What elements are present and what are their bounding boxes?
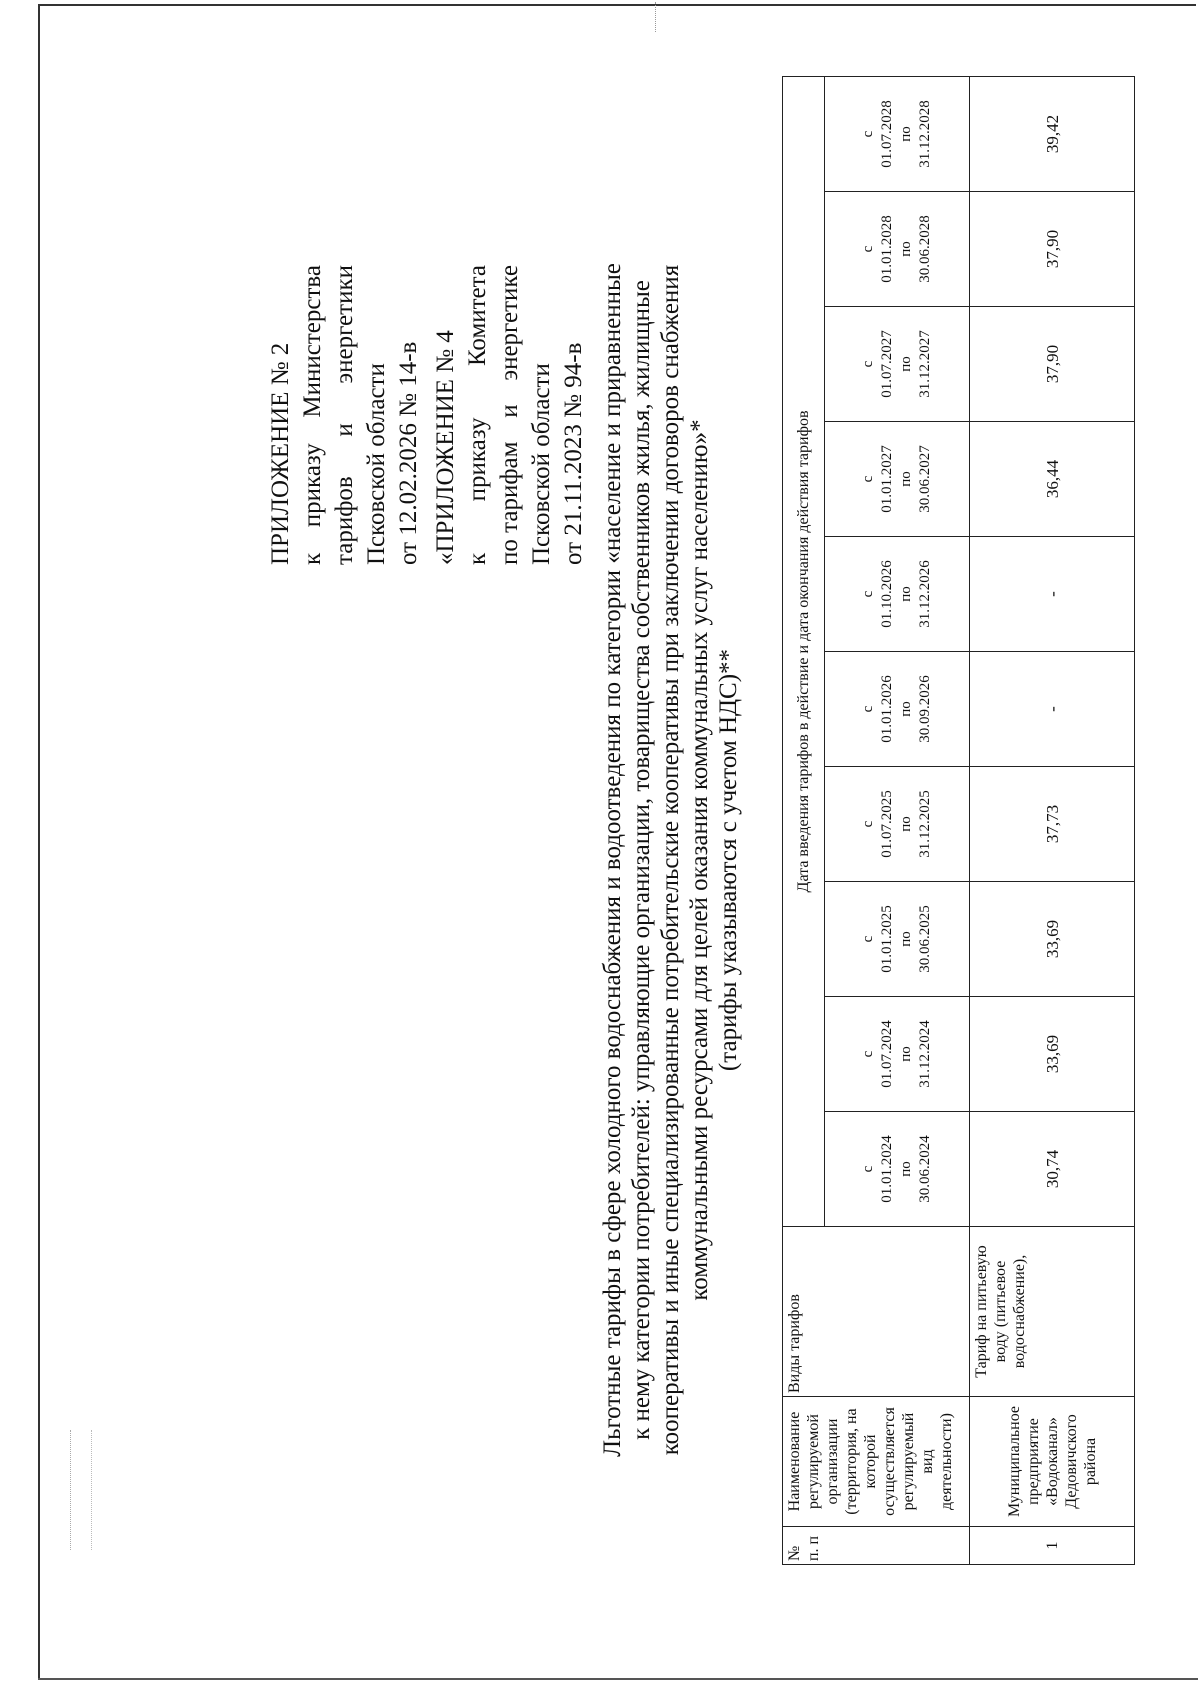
appendix-heading: ПРИЛОЖЕНИЕ № 2	[267, 342, 294, 565]
appendix-line: тарифов и энергетики	[331, 265, 358, 565]
header-number: № п. п	[783, 1527, 970, 1565]
header-tariff-type: Виды тарифов	[783, 1227, 970, 1397]
appendix-order-date: от 21.11.2023 № 94-в	[560, 342, 587, 565]
appendix-line: Псковской области	[363, 363, 390, 565]
appendix-line: Псковской области	[528, 363, 555, 565]
scan-bottom-edge	[38, 1678, 1198, 1680]
appendix-line: по тарифам и энергетике	[496, 265, 523, 565]
tariff-value: 30,74	[970, 1112, 1135, 1227]
period-cell: с 01.01.2025 по 30.06.2025	[825, 882, 970, 997]
rotated-page	[70, 65, 1190, 1565]
table-header-row	[783, 76, 825, 1564]
tariff-value: 37,73	[970, 767, 1135, 882]
row-organization: Муниципальное предприятие «Водоканал» Дедовичского района	[970, 1397, 1135, 1527]
period-cell: с 01.10.2026 по 31.12.2026	[825, 537, 970, 652]
period-cell: с 01.07.2025 по 31.12.2025	[825, 767, 970, 882]
appendix-line: к приказу Министерства	[299, 265, 326, 565]
tariff-value: 37,90	[970, 192, 1135, 307]
period-cell: с 01.07.2027 по 31.12.2027	[825, 307, 970, 422]
tariff-value: 33,69	[970, 882, 1135, 997]
period-cell: с 01.07.2028 по 31.12.2028	[825, 76, 970, 191]
scan-artifact	[655, 2, 660, 32]
period-cell: с 01.01.2024 по 30.06.2024	[825, 1112, 970, 1227]
appendix-order-date: от 12.02.2026 № 14-в	[395, 341, 422, 565]
title-line: к нему категории потребителей: управляющие организации, товарищества собственников жилья, жилищные	[628, 280, 655, 1440]
row-tariff-type: Тариф на питьевую воду (питьевое водоснабжение),	[970, 1227, 1135, 1397]
tariff-value: 37,90	[970, 307, 1135, 422]
appendix-heading: «ПРИЛОЖЕНИЕ № 4	[432, 330, 459, 565]
tariff-value: 33,69	[970, 997, 1135, 1112]
period-cell: с 01.01.2026 по 30.09.2026	[825, 652, 970, 767]
title-line: (тарифы указываются с учетом НДС)**	[715, 648, 742, 1072]
tariff-value: 36,44	[970, 422, 1135, 537]
appendix-original-header	[430, 265, 590, 565]
appendix-current-header	[265, 265, 425, 565]
tariff-value: -	[970, 537, 1135, 652]
header-dates: Дата введения тарифов в действие и дата окончания действия тарифов	[783, 76, 825, 1226]
title-line: кооперативы и иные специализированные потребительские кооперативы при заключении договоров снабжения	[657, 264, 684, 1456]
period-cell: с 01.01.2027 по 30.06.2027	[825, 422, 970, 537]
tariff-value: 39,42	[970, 76, 1135, 191]
tariff-table	[782, 76, 1135, 1565]
title-line: Льготные тарифы в сфере холодного водоснабжения и водоотведения по категории «население и приравненные	[599, 263, 626, 1457]
tariff-value: -	[970, 652, 1135, 767]
period-cell: с 01.01.2028 по 30.06.2028	[825, 192, 970, 307]
period-cell: с 01.07.2024 по 31.12.2024	[825, 997, 970, 1112]
table-row	[970, 76, 1135, 1564]
title-line: коммунальными ресурсами для целей оказания коммунальных услуг населению»*	[686, 419, 713, 1301]
header-organization: Наименование регулируемой организации (территория, на которой осуществляется регулируемый вид деятельности)	[783, 1397, 970, 1527]
appendix-line: к приказу Комитета	[464, 265, 491, 565]
row-number: 1	[970, 1527, 1135, 1565]
document-title	[598, 170, 743, 1550]
